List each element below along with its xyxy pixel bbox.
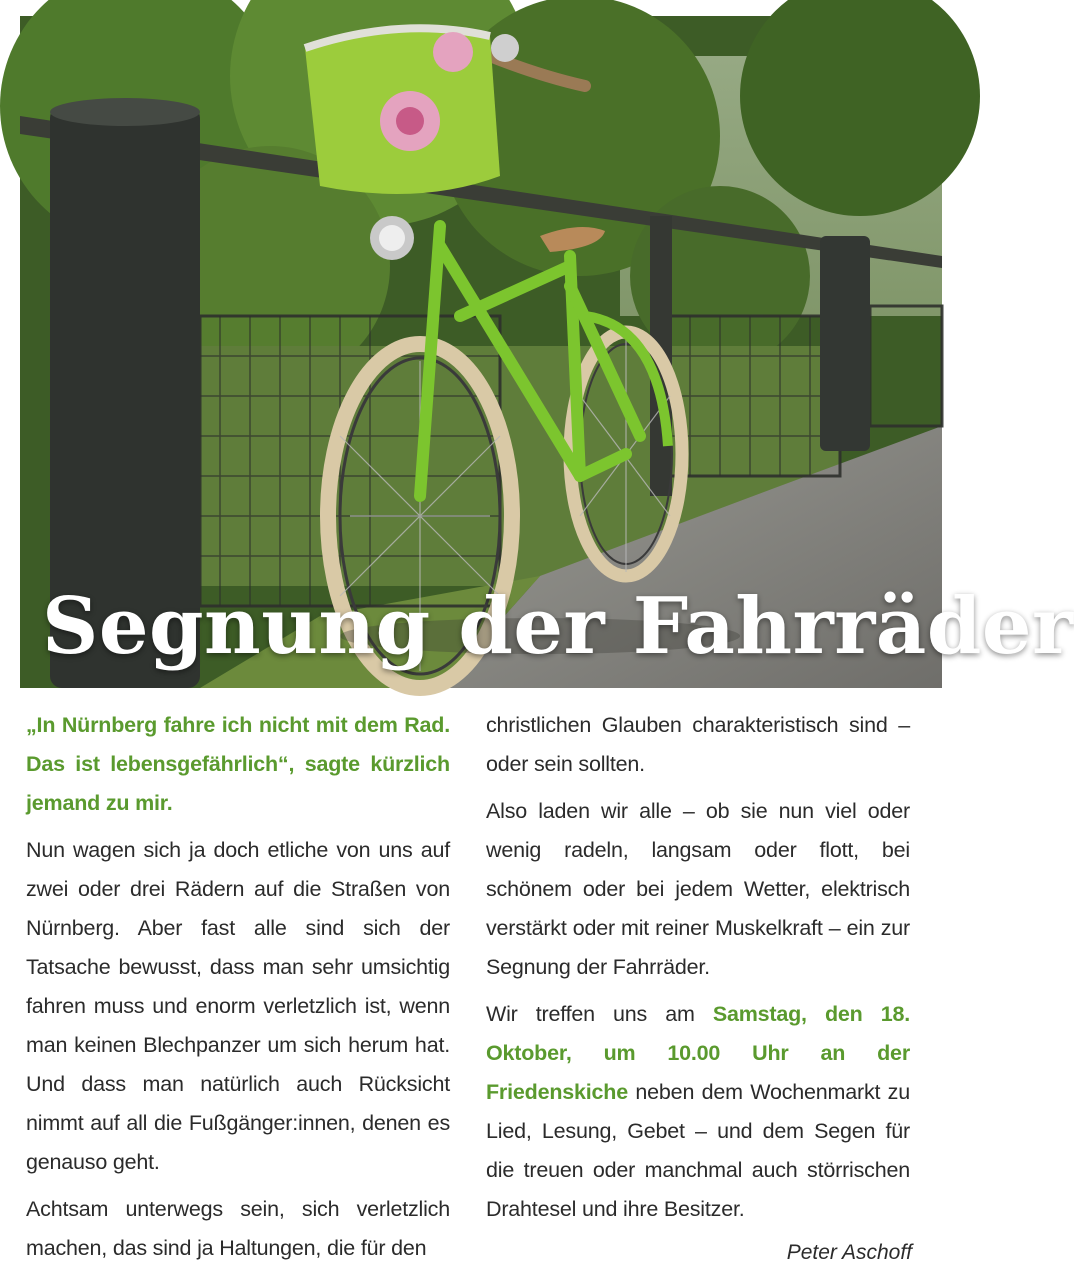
paragraph-4-start: Wir treffen uns am (486, 1002, 713, 1026)
article-column-left (26, 706, 450, 1276)
lead-quote: „In Nürnberg fahre ich nicht mit dem Rad. Das ist lebensgefährlich“, sagte kürzlich jemand zu mir. (26, 713, 450, 815)
paragraph-2-part-1: Achtsam unterwegs sein, sich verletzlich machen, das sind ja Haltungen, die für den (26, 1197, 450, 1260)
article-column-right (486, 706, 910, 1237)
page-title: Segnung der Fahrräder (42, 581, 1074, 672)
hero-image (20, 16, 1074, 688)
author-signature: Peter Aschoff (786, 1241, 912, 1264)
paragraph-4-end: neben dem Wochenmarkt zu Lied, Lesung, Gebet – und dem Segen für die treuen oder manchmal auch störrischen Drahtesel und ihre Besitzer. (486, 1080, 910, 1221)
event-date-location: Samstag, den 18. Oktober, um 10.00 Uhr an der Friedenskiche (486, 1002, 910, 1104)
paragraph-2-part-2: christlichen Glauben charakteristisch sind – oder sein sollten. (486, 713, 910, 776)
paragraph-4 (486, 995, 910, 1229)
paragraph-3: Also laden wir alle – ob sie nun viel oder wenig radeln, langsam oder flott, bei schönem oder bei jedem Wetter, elektrisch verstärkt oder mit reiner Muskelkraft – ein zur Segnung der Fahrräder. (486, 799, 910, 979)
paragraph-1: Nun wagen sich ja doch etliche von uns auf zwei oder drei Rädern auf die Straßen von Nürnberg. Aber fast alle sind sich der Tatsache bewusst, dass man sehr umsichtig fahren muss und enorm verletzlich ist, wenn man keinen Blechpanzer um sich herum hat. Und dass man natürlich auch Rücksicht nimmt auf all die Fußgänger:innen, denen es genauso geht. (26, 838, 450, 1174)
